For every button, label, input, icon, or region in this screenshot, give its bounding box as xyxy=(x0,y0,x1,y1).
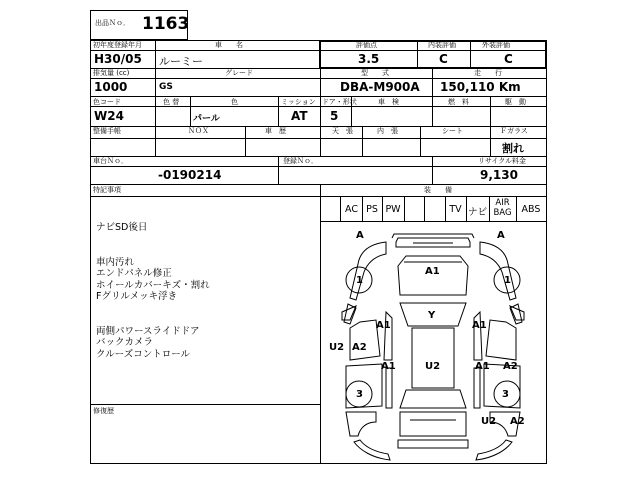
recycle-label: リサイクル料金 xyxy=(478,157,527,165)
damage-mark: A1 xyxy=(425,266,440,277)
col-line xyxy=(417,40,418,68)
lot-number: 1163 xyxy=(142,14,190,34)
damage-mark: A2 xyxy=(503,361,518,372)
score-label: 評価点 xyxy=(356,41,377,49)
model-value: DBA-M900A xyxy=(340,80,420,94)
displacement-value: 1000 xyxy=(94,80,128,94)
note-line xyxy=(96,234,210,246)
equipment-label: 装 備 xyxy=(424,186,452,194)
grade-label: グレード xyxy=(225,69,253,77)
ceiling-label: 天 張 xyxy=(332,127,353,135)
damage-mark: 1 xyxy=(504,275,511,286)
col-line xyxy=(432,68,433,96)
equip-tv: TV xyxy=(449,204,462,215)
glass-value: 割れ xyxy=(502,142,524,155)
note-line xyxy=(96,245,210,257)
color-change-label: 色 替 xyxy=(163,98,180,106)
row-line xyxy=(90,106,547,107)
exterior-label: 外装評価 xyxy=(482,41,510,49)
col-line xyxy=(420,126,421,156)
col-line xyxy=(432,156,433,184)
col-line xyxy=(278,96,279,126)
grade-value: GS xyxy=(159,82,173,92)
note-line xyxy=(96,303,210,315)
damage-mark: A xyxy=(356,230,364,241)
exterior-value: C xyxy=(504,52,513,66)
seat-label: シート xyxy=(442,127,463,135)
col-line xyxy=(320,96,321,126)
equip-pw: PW xyxy=(385,204,401,215)
equip-navi: ナビ xyxy=(467,207,487,218)
note-line: バックカメラ xyxy=(96,337,154,348)
col-line xyxy=(320,126,321,156)
note-line: Fグリルメッキ浮き xyxy=(96,291,178,302)
damage-mark: U2 xyxy=(329,342,345,353)
interior-value: C xyxy=(439,52,448,66)
transmission-value: AT xyxy=(291,109,308,123)
col-line xyxy=(470,40,471,68)
damage-mark: A1 xyxy=(381,361,396,372)
col-line xyxy=(362,126,363,156)
col-line xyxy=(320,40,321,68)
displacement-label: 排気量 (cc) xyxy=(93,69,130,77)
damage-mark: Y xyxy=(428,310,436,321)
col-line xyxy=(155,68,156,96)
color-value: パール xyxy=(193,114,220,124)
col-line xyxy=(190,96,191,126)
note-line: 両側パワースライドドア xyxy=(96,325,200,337)
interior-label: 内装評価 xyxy=(428,41,456,49)
equip-divider xyxy=(424,197,425,221)
col-line xyxy=(432,96,433,126)
car-name-value: ルーミー xyxy=(159,55,203,68)
note-line: クルーズコントロール xyxy=(96,348,191,360)
model-label: 型 式 xyxy=(361,69,389,77)
lot-number-label: 出品Ｎｏ． xyxy=(95,19,130,27)
notes-label: 特記事項 xyxy=(93,186,121,194)
equip-ps: PS xyxy=(366,204,378,215)
registration-label: 登録Ｎｏ． xyxy=(283,157,318,165)
nox-label: ＮＯＸ xyxy=(188,127,209,135)
chassis-value: -0190214 xyxy=(158,168,222,182)
damage-mark: A2 xyxy=(352,342,367,353)
damage-mark: 1 xyxy=(356,275,363,286)
equip-airbag: AIR BAG xyxy=(493,198,512,218)
col-line xyxy=(490,126,491,156)
year-value: H30/05 xyxy=(94,52,142,66)
recycle-value: 9,130 xyxy=(480,168,518,182)
note-line: ホイールカバーキズ・割れ xyxy=(96,279,210,291)
damage-mark: A1 xyxy=(472,320,487,331)
mileage-value: 150,110 Km xyxy=(440,80,521,94)
repair-label: 修復歴 xyxy=(93,407,114,415)
note-line: 車内汚れ xyxy=(96,256,135,268)
notes-list xyxy=(96,222,210,360)
row-line xyxy=(90,78,547,79)
damage-mark: U2 xyxy=(425,361,441,372)
car-name-label: 車 名 xyxy=(215,41,243,49)
row-line xyxy=(90,196,547,197)
transmission-label: ミッション xyxy=(281,98,316,106)
row-line xyxy=(90,166,547,167)
equip-ac: AC xyxy=(345,204,358,215)
row-line xyxy=(90,126,547,127)
history-label: 車 歴 xyxy=(265,127,286,135)
row-line xyxy=(90,138,547,139)
col-line xyxy=(278,156,279,184)
damage-mark: A xyxy=(497,230,505,241)
glass-label: Ｆガラス xyxy=(500,127,528,135)
damage-mark: A2 xyxy=(510,416,525,427)
col-line xyxy=(245,126,246,156)
color-code-label: 色コード xyxy=(93,98,121,106)
doors-label: ドア・形状 xyxy=(322,98,357,106)
inspection-label: 車 検 xyxy=(378,98,399,106)
upholstery-label: 内 張 xyxy=(377,127,398,135)
doors-value: 5 xyxy=(330,109,339,123)
drive-label: 駆 動 xyxy=(505,98,526,106)
row-line xyxy=(90,404,320,405)
damage-mark: A1 xyxy=(376,320,391,331)
color-code-value: W24 xyxy=(94,109,124,123)
row-line xyxy=(90,96,547,97)
note-line: ナビSD後日 xyxy=(96,222,148,233)
year-label: 初年度登録年月 xyxy=(93,41,142,49)
col-line xyxy=(155,126,156,156)
damage-mark: U2 xyxy=(481,416,497,427)
col-line xyxy=(155,40,156,68)
col-line xyxy=(490,96,491,126)
note-line xyxy=(96,314,210,326)
row-line xyxy=(90,184,547,185)
equip-abs: ABS xyxy=(521,204,541,215)
col-line xyxy=(320,68,321,96)
color-label: 色 xyxy=(231,98,238,106)
score-value: 3.5 xyxy=(358,52,380,66)
damage-mark: A1 xyxy=(475,361,490,372)
note-line: エンドパネル修正 xyxy=(96,268,172,279)
damage-mark: 3 xyxy=(356,389,363,400)
damage-mark: 3 xyxy=(502,389,509,400)
chassis-label: 車台Ｎｏ． xyxy=(93,157,128,165)
mileage-label: 走 行 xyxy=(474,69,502,77)
manual-label: 整備手帳 xyxy=(93,127,121,135)
col-line xyxy=(155,96,156,126)
fuel-label: 燃 料 xyxy=(448,98,469,106)
equip-divider xyxy=(404,197,405,221)
